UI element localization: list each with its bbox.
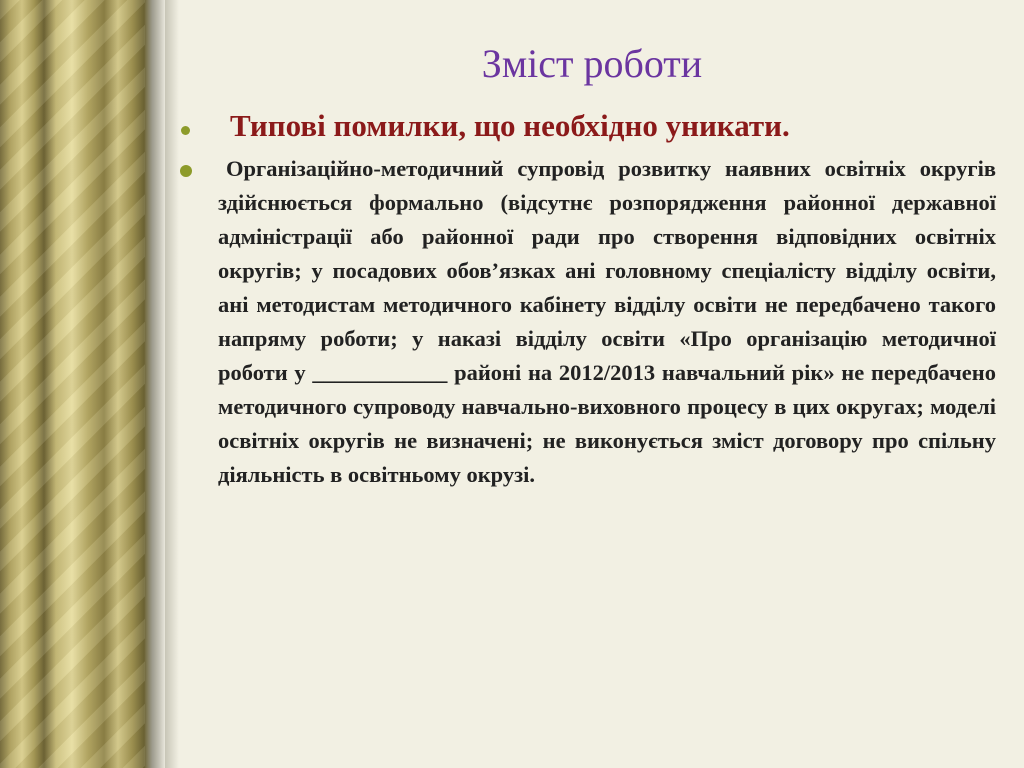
pillar-shadow	[165, 0, 179, 768]
bullet-dot-icon	[181, 126, 190, 135]
bullet-item-1	[180, 104, 996, 148]
bullet-text-2: Організаційно-методичний супровід розвитку наявних освітніх округів здійснюється формально (відсутнє розпорядження районної державної адміністрації або районної ради про створення відповідних освітніх округів; у посадових обов’язках ані головному спеціалісту відділу освіти, ані методистам методичного кабінету відділу освіти не передбачено такого напряму роботи; у наказі відділу освіти «Про організацію методичної роботи у ____________ районі на 2012/2013 навчальний рік» не передбачено методичного супроводу навчально-виховного процесу в цих округах; моделі освітніх округів не визначені; не виконується зміст договору про спільну діяльність в освітньому окрузі.	[218, 156, 996, 487]
bullet-dot-icon	[180, 165, 192, 177]
bullet-item-2	[180, 152, 996, 492]
slide-title: Зміст роботи	[481, 41, 703, 86]
bullet-text-1: Типові помилки, що необхідно уникати.	[230, 108, 790, 143]
decorative-gold-pillar	[0, 0, 165, 768]
